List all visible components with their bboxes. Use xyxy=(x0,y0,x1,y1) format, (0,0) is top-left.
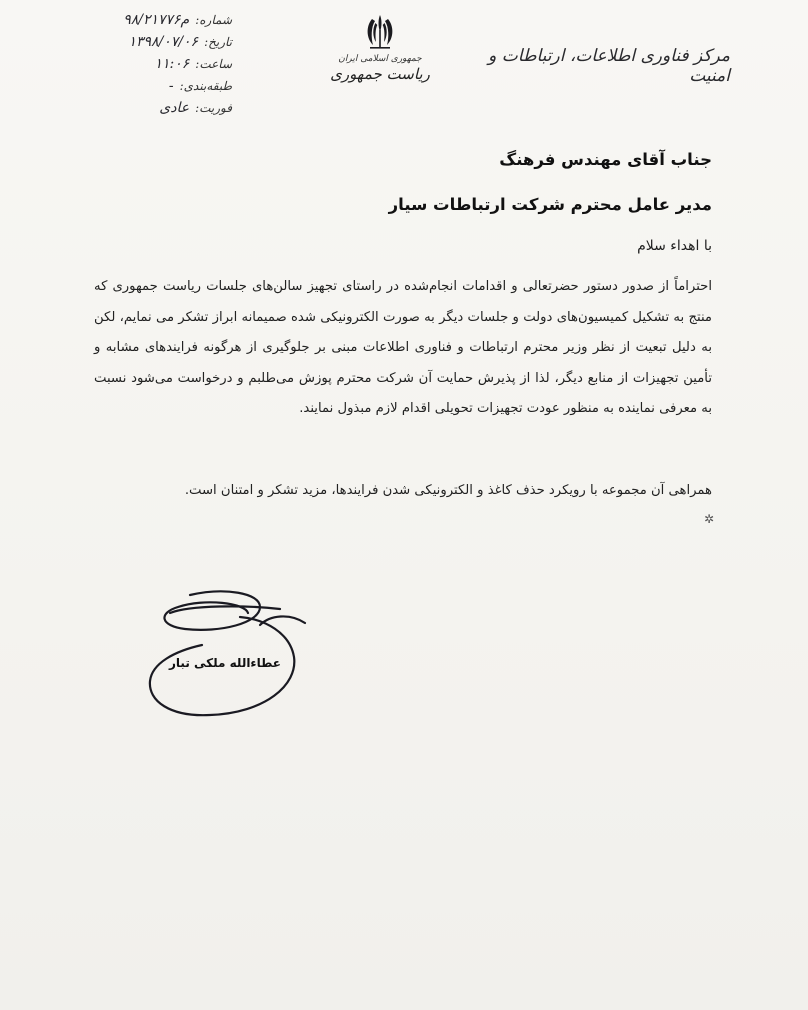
meta-classification-row xyxy=(92,78,232,100)
letter-body xyxy=(94,272,712,425)
meta-time-row xyxy=(92,56,232,78)
body-paragraph: احتراماً از صدور دستور حضرتعالی و اقدامات انجام‌شده در راستای تجهیز سالن‌های جلسات ریاست جمهوری که منتج به تشکیل کمیسیون‌های دولت و جلسات دیگر به صورت الکترونیکی شده صمیمانه ابراز تشکر می نمایم، لکن به دلیل تبعیت از نظر وزیر محترم ارتباطات و فناوری اطلاعات مبنی بر جلوگیری از هرگونه فرایندهای مشابه و تأمین تجهیزات از منابع دیگر، لذا از پذیرش حمایت آن شرکت محترم پوزش می‌طلبم و درخواست می‌شود نسبت به معرفی نماینده به منظور عودت تجهیزات تحویلی اقدام لازم مبذول نمایند. xyxy=(94,279,712,416)
meta-date-label: تاریخ: xyxy=(204,35,232,49)
handwritten-signature xyxy=(130,585,310,725)
recipient-name: جناب آقای مهندس فرهنگ xyxy=(499,150,712,169)
meta-number-value: ۹۸/۲۱۷۷۶م xyxy=(123,12,190,28)
emblem-country-text: جمهوری اسلامی ایران xyxy=(338,54,422,64)
signer-name: عطاء‌الله ملکی تبار xyxy=(169,656,281,670)
meta-classification-label: طبقه‌بندی: xyxy=(179,79,232,93)
meta-time-value: ۱۱:۰۶ xyxy=(154,56,190,72)
meta-number-label: شماره: xyxy=(195,13,232,27)
meta-priority-row xyxy=(92,100,232,122)
meta-time-label: ساعت: xyxy=(195,57,232,71)
star-marker: ✲ xyxy=(704,512,715,526)
recipient-title: مدیر عامل محترم شرکت ارتباطات سیار xyxy=(388,195,712,214)
meta-date-row xyxy=(92,34,232,56)
closing-sentence: همراهی آن مجموعه با رویکرد حذف کاغذ و الکترونیکی شدن فرایندها، مزید تشکر و امتنان است. xyxy=(184,483,712,498)
iran-emblem-icon xyxy=(360,12,400,52)
greeting: با اهداء سلام xyxy=(637,238,712,254)
meta-date-value: ۱۳۹۸/۰۷/۰۶ xyxy=(128,34,199,50)
meta-priority-value: عادی xyxy=(159,100,190,116)
meta-number-row xyxy=(92,12,232,34)
letter-metadata xyxy=(92,12,232,122)
meta-classification-value: - xyxy=(168,78,174,94)
letterhead-emblem xyxy=(330,12,430,83)
meta-priority-label: فوریت: xyxy=(195,101,232,115)
organization-name: مرکز فناوری اطلاعات، ارتباطات و امنیت xyxy=(488,46,730,86)
presidency-title: ریاست جمهوری xyxy=(330,65,430,83)
